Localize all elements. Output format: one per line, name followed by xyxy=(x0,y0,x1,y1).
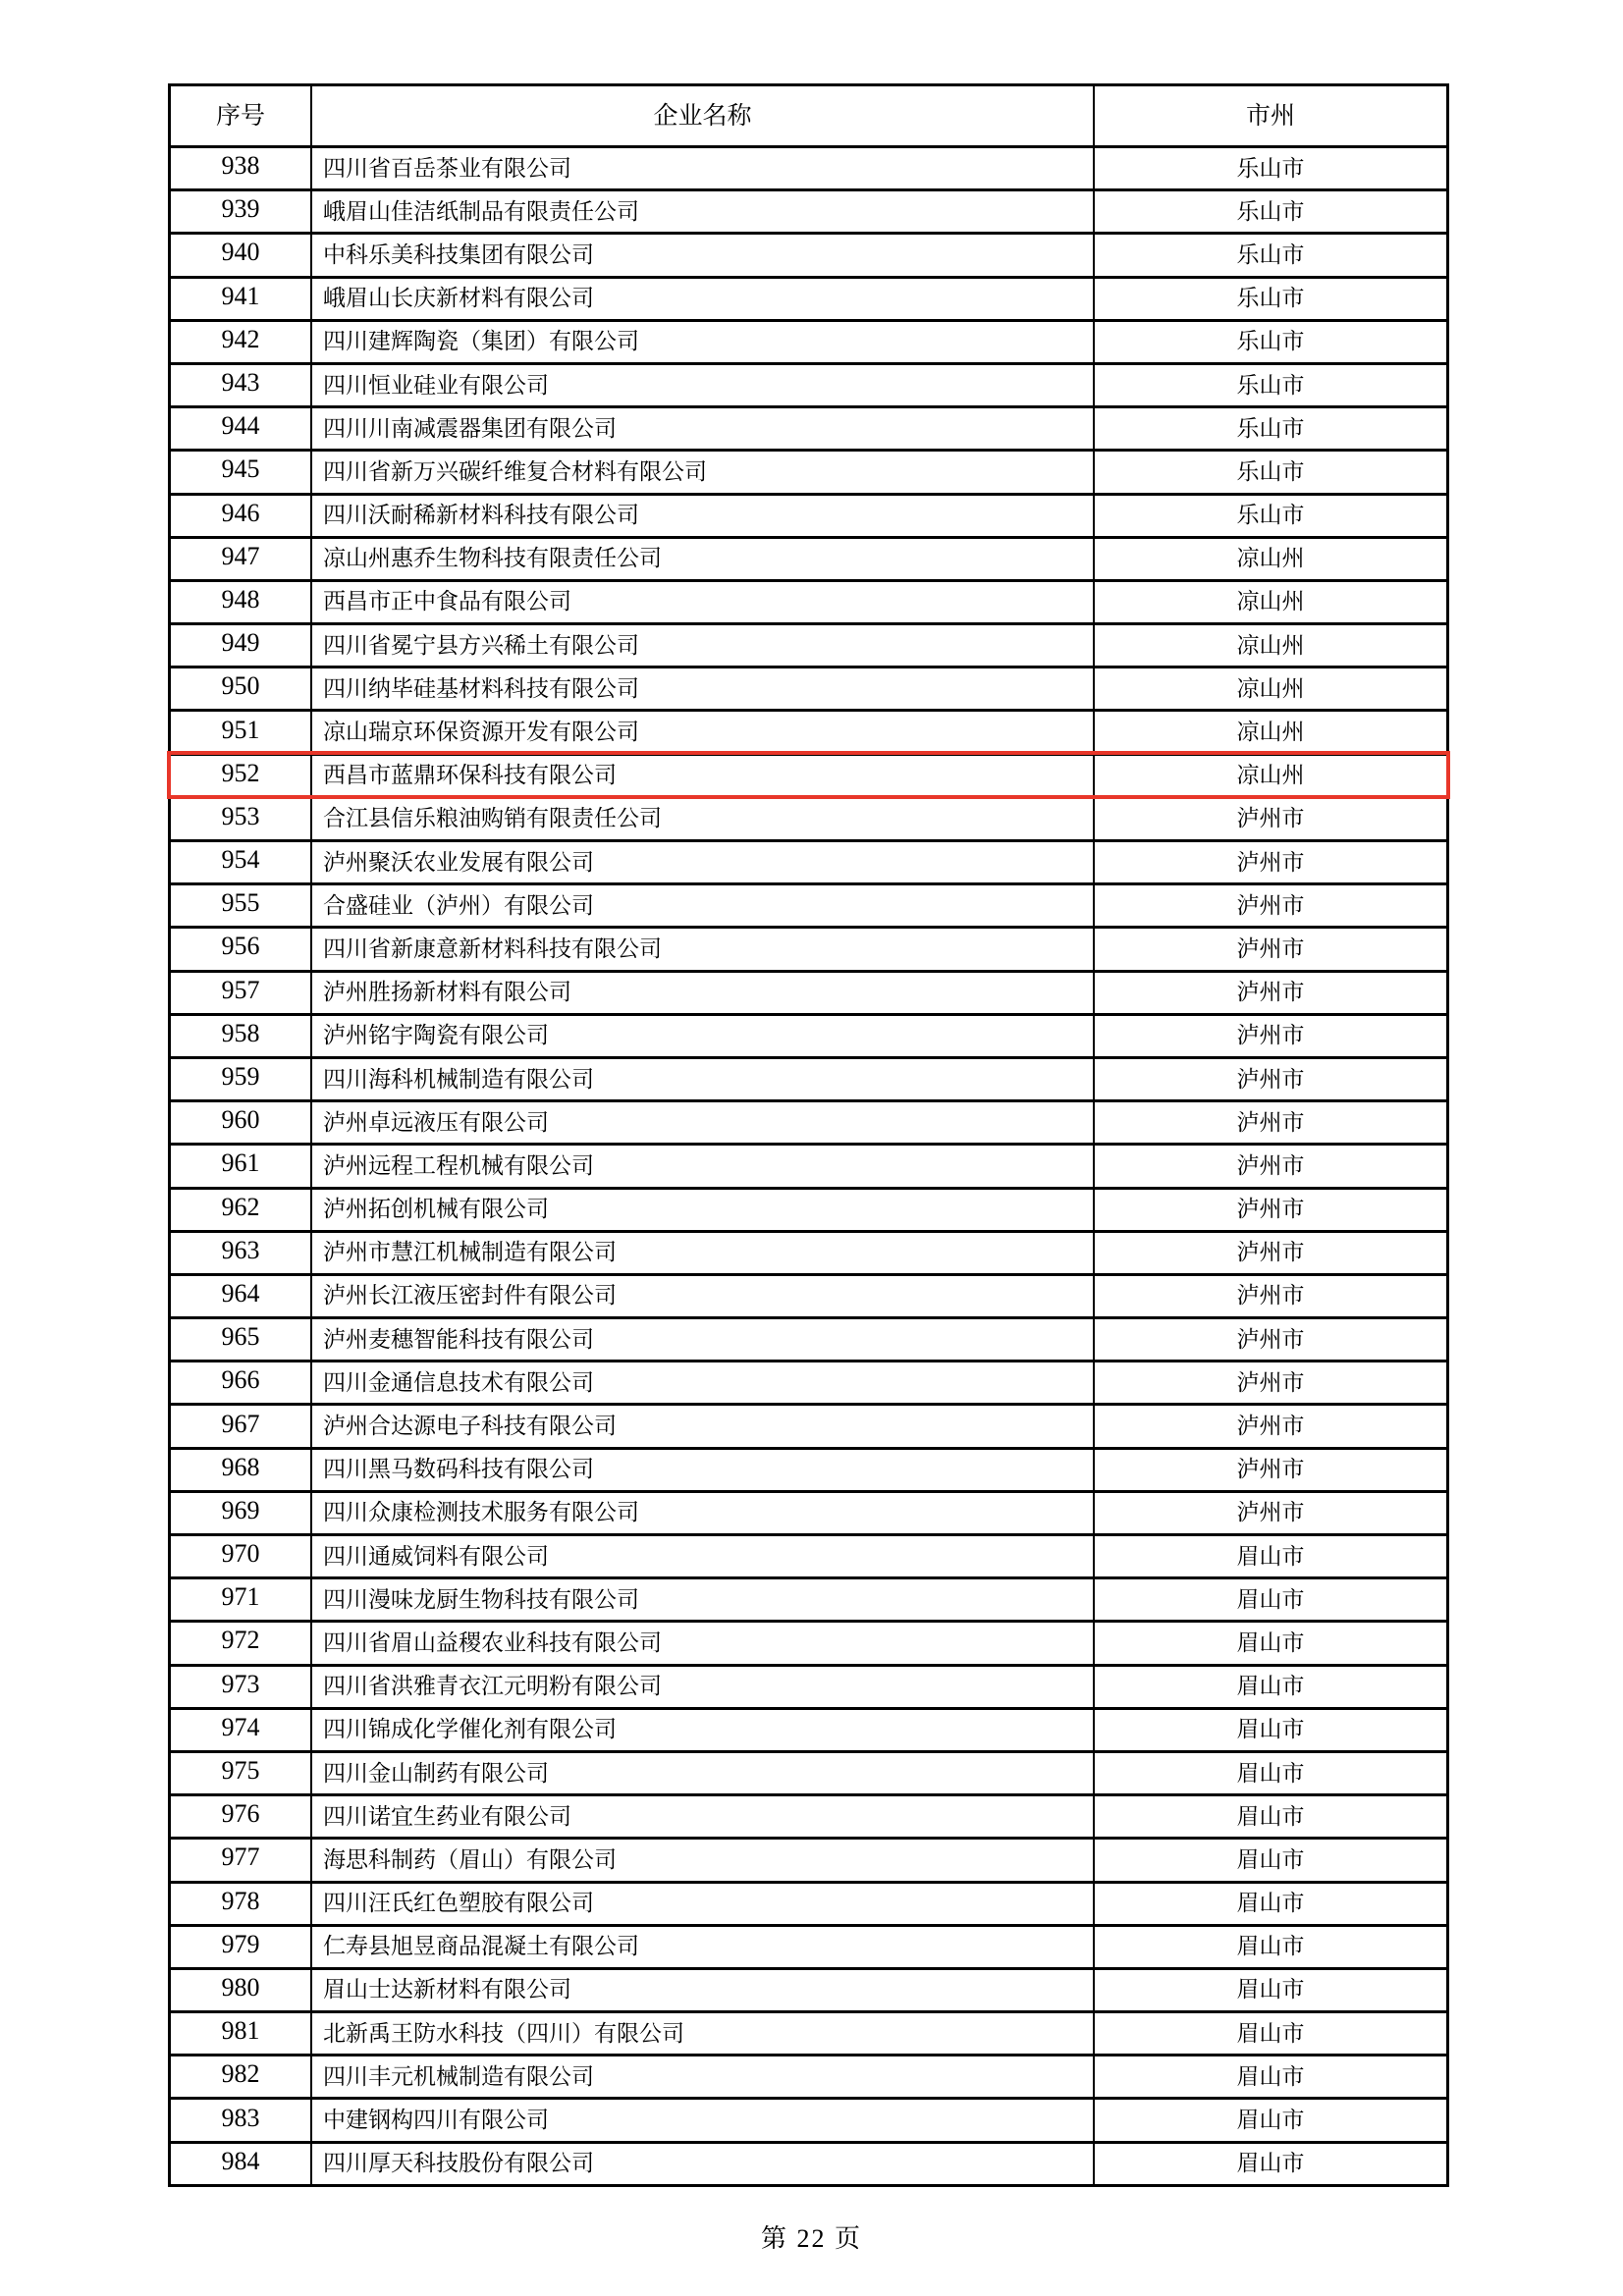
row-city: 眉山市 xyxy=(1236,1846,1305,1872)
row-index: 971 xyxy=(221,1582,260,1612)
row-company-name: 合江县信乐粮油购销有限责任公司 xyxy=(310,799,1095,839)
row-index: 962 xyxy=(221,1192,260,1221)
row-company-name: 泸州长江液压密封件有限公司 xyxy=(310,1276,1095,1316)
table-row xyxy=(171,1924,1446,1967)
row-index: 972 xyxy=(221,1626,260,1655)
row-index: 963 xyxy=(221,1235,260,1264)
table-row xyxy=(171,666,1446,709)
table-row xyxy=(171,1490,1446,1533)
row-index: 960 xyxy=(221,1105,260,1135)
table-row xyxy=(171,1316,1446,1360)
table-row xyxy=(171,1707,1446,1750)
row-company-name: 四川恒业硅业有限公司 xyxy=(310,365,1095,405)
row-city: 乐山市 xyxy=(1236,503,1305,528)
table-row xyxy=(171,276,1446,319)
table-row xyxy=(171,1403,1446,1446)
row-city: 乐山市 xyxy=(1236,415,1305,441)
row-index: 961 xyxy=(221,1148,260,1178)
row-city: 眉山市 xyxy=(1236,2151,1305,2176)
row-index: 951 xyxy=(221,715,260,744)
row-index: 973 xyxy=(221,1669,260,1698)
row-index: 946 xyxy=(221,498,260,527)
row-city: 凉山州 xyxy=(1236,675,1305,701)
row-city: 泸州市 xyxy=(1236,1457,1305,1482)
row-index: 958 xyxy=(221,1018,260,1047)
row-index: 955 xyxy=(221,888,260,918)
table-row xyxy=(171,2097,1446,2140)
table-row xyxy=(171,188,1446,232)
row-city: 眉山市 xyxy=(1236,1629,1305,1655)
table-row xyxy=(171,882,1446,926)
table-row xyxy=(171,926,1446,969)
row-city: 泸州市 xyxy=(1236,935,1305,961)
row-city: 凉山州 xyxy=(1236,763,1305,788)
row-company-name: 四川建辉陶瓷（集团）有限公司 xyxy=(310,322,1095,362)
row-city: 乐山市 xyxy=(1236,372,1305,398)
table-row xyxy=(171,1099,1446,1143)
row-index: 944 xyxy=(221,411,260,441)
row-company-name: 泸州远程工程机械有限公司 xyxy=(310,1146,1095,1186)
table-row xyxy=(171,970,1446,1013)
row-city: 泸州市 xyxy=(1236,1152,1305,1178)
row-index: 947 xyxy=(221,541,260,570)
row-index: 968 xyxy=(221,1452,260,1481)
table-row xyxy=(171,622,1446,666)
row-index: 977 xyxy=(221,1842,260,1872)
table-row xyxy=(171,449,1446,492)
row-company-name: 四川省洪雅青衣江元明粉有限公司 xyxy=(310,1667,1095,1707)
row-company-name: 凉山州惠乔生物科技有限责任公司 xyxy=(310,539,1095,579)
row-city: 眉山市 xyxy=(1236,1674,1305,1699)
row-city: 泸州市 xyxy=(1236,1414,1305,1439)
row-index: 949 xyxy=(221,628,260,658)
row-index: 981 xyxy=(221,2016,260,2046)
table-row xyxy=(171,1793,1446,1837)
row-company-name: 中建钢构四川有限公司 xyxy=(310,2100,1095,2140)
table-row xyxy=(171,1837,1446,1880)
table-row xyxy=(171,753,1446,796)
row-company-name: 四川汪氏红色塑胶有限公司 xyxy=(310,1884,1095,1924)
row-index: 975 xyxy=(221,1756,260,1786)
row-company-name: 四川海科机械制造有限公司 xyxy=(310,1059,1095,1099)
row-index: 969 xyxy=(221,1495,260,1524)
row-city: 眉山市 xyxy=(1236,1760,1305,1786)
row-index: 956 xyxy=(221,932,260,961)
table-row xyxy=(171,1230,1446,1273)
row-city: 乐山市 xyxy=(1236,155,1305,181)
table-row xyxy=(171,1576,1446,1620)
row-company-name: 四川金通信息技术有限公司 xyxy=(310,1362,1095,1403)
row-company-name: 四川厚天科技股份有限公司 xyxy=(310,2144,1095,2184)
row-city: 泸州市 xyxy=(1236,1197,1305,1222)
table-row xyxy=(171,319,1446,362)
row-city: 凉山州 xyxy=(1236,546,1305,571)
table-row xyxy=(171,1533,1446,1576)
row-index: 941 xyxy=(221,281,260,310)
table-row xyxy=(171,2054,1446,2097)
row-city: 泸州市 xyxy=(1236,849,1305,875)
row-company-name: 峨眉山佳洁纸制品有限责任公司 xyxy=(310,191,1095,232)
row-company-name: 泸州麦穗智能科技有限公司 xyxy=(310,1319,1095,1360)
row-city: 乐山市 xyxy=(1236,329,1305,354)
row-company-name: 北新禹王防水科技（四川）有限公司 xyxy=(310,2013,1095,2054)
row-city: 泸州市 xyxy=(1236,892,1305,918)
row-city: 眉山市 xyxy=(1236,1891,1305,1916)
row-index: 983 xyxy=(221,2103,260,2132)
row-company-name: 四川纳毕硅基材料科技有限公司 xyxy=(310,668,1095,709)
row-company-name: 四川省新万兴碳纤维复合材料有限公司 xyxy=(310,452,1095,492)
table-row xyxy=(171,536,1446,579)
row-city: 凉山州 xyxy=(1236,632,1305,658)
row-city: 泸州市 xyxy=(1236,1023,1305,1048)
table-row xyxy=(171,405,1446,449)
row-index: 938 xyxy=(221,151,260,181)
table-row xyxy=(171,232,1446,275)
row-company-name: 四川通威饲料有限公司 xyxy=(310,1536,1095,1576)
row-city: 泸州市 xyxy=(1236,1109,1305,1135)
row-company-name: 四川诺宜生药业有限公司 xyxy=(310,1796,1095,1837)
row-index: 966 xyxy=(221,1365,260,1395)
row-city: 泸州市 xyxy=(1236,980,1305,1005)
row-city: 乐山市 xyxy=(1236,198,1305,224)
row-company-name: 四川锦成化学催化剂有限公司 xyxy=(310,1710,1095,1750)
row-city: 眉山市 xyxy=(1236,2020,1305,2046)
row-index: 982 xyxy=(221,2059,260,2089)
row-company-name: 泸州拓创机械有限公司 xyxy=(310,1190,1095,1230)
table-row xyxy=(171,1273,1446,1316)
row-company-name: 凉山瑞京环保资源开发有限公司 xyxy=(310,712,1095,752)
row-company-name: 泸州铭宇陶瓷有限公司 xyxy=(310,1016,1095,1056)
row-company-name: 眉山士达新材料有限公司 xyxy=(310,1970,1095,2010)
row-index: 948 xyxy=(221,584,260,614)
table-row xyxy=(171,1664,1446,1707)
row-company-name: 四川省新康意新材料科技有限公司 xyxy=(310,929,1095,969)
row-index: 945 xyxy=(221,454,260,484)
row-city: 泸州市 xyxy=(1236,806,1305,831)
row-company-name: 泸州合达源电子科技有限公司 xyxy=(310,1406,1095,1446)
row-index: 952 xyxy=(221,758,260,787)
row-company-name: 海思科制药（眉山）有限公司 xyxy=(310,1840,1095,1880)
row-city: 眉山市 xyxy=(1236,1977,1305,2002)
row-city: 眉山市 xyxy=(1236,2108,1305,2133)
row-city: 眉山市 xyxy=(1236,1586,1305,1612)
row-city: 泸州市 xyxy=(1236,1500,1305,1525)
row-index: 957 xyxy=(221,975,260,1004)
table-row xyxy=(171,2010,1446,2054)
table-row xyxy=(171,796,1446,839)
table-row xyxy=(171,1056,1446,1099)
row-city: 眉山市 xyxy=(1236,2063,1305,2089)
row-company-name: 四川黑马数码科技有限公司 xyxy=(310,1450,1095,1490)
row-company-name: 四川丰元机械制造有限公司 xyxy=(310,2056,1095,2097)
row-index: 953 xyxy=(221,801,260,830)
row-city: 泸州市 xyxy=(1236,1240,1305,1265)
column-header-index: 序号 xyxy=(215,102,265,130)
table-row xyxy=(171,1360,1446,1403)
row-index: 974 xyxy=(221,1712,260,1741)
row-index: 965 xyxy=(221,1322,260,1352)
row-company-name: 四川省眉山益稷农业科技有限公司 xyxy=(310,1623,1095,1663)
column-header-city: 市州 xyxy=(1245,102,1295,130)
row-company-name: 峨眉山长庆新材料有限公司 xyxy=(310,279,1095,319)
table-row xyxy=(171,362,1446,405)
table-row xyxy=(171,145,1446,188)
row-city: 眉山市 xyxy=(1236,1803,1305,1829)
row-index: 976 xyxy=(221,1799,260,1829)
row-city: 泸州市 xyxy=(1236,1369,1305,1395)
row-index: 943 xyxy=(221,368,260,398)
table-row xyxy=(171,1750,1446,1793)
table-header-row xyxy=(171,86,1446,145)
row-index: 978 xyxy=(221,1886,260,1915)
row-company-name: 西昌市正中食品有限公司 xyxy=(310,582,1095,622)
row-index: 980 xyxy=(221,1972,260,2002)
row-index: 950 xyxy=(221,671,260,701)
row-index: 970 xyxy=(221,1539,260,1569)
row-index: 942 xyxy=(221,324,260,353)
row-city: 乐山市 xyxy=(1236,286,1305,311)
table-row xyxy=(171,1881,1446,1924)
row-company-name: 西昌市蓝鼎环保科技有限公司 xyxy=(310,756,1095,796)
table-row xyxy=(171,839,1446,882)
row-city: 泸州市 xyxy=(1236,1066,1305,1092)
table-row xyxy=(171,1447,1446,1490)
row-city: 眉山市 xyxy=(1236,1543,1305,1569)
row-index: 954 xyxy=(221,845,260,875)
table-row xyxy=(171,1620,1446,1663)
table-row xyxy=(171,1967,1446,2010)
page-number: 第 22 页 xyxy=(760,2224,862,2253)
row-company-name: 泸州卓远液压有限公司 xyxy=(310,1102,1095,1143)
table-row xyxy=(171,1143,1446,1186)
row-company-name: 四川金山制药有限公司 xyxy=(310,1753,1095,1793)
row-city: 乐山市 xyxy=(1236,458,1305,484)
row-city: 凉山州 xyxy=(1236,720,1305,745)
table-row xyxy=(171,2141,1446,2184)
row-index: 984 xyxy=(221,2146,260,2175)
row-company-name: 四川沃耐稀新材料科技有限公司 xyxy=(310,496,1095,536)
row-company-name: 四川省冕宁县方兴稀土有限公司 xyxy=(310,625,1095,666)
row-index: 979 xyxy=(221,1929,260,1958)
row-company-name: 合盛硅业（泸州）有限公司 xyxy=(310,885,1095,926)
row-company-name: 四川众康检测技术服务有限公司 xyxy=(310,1493,1095,1533)
table-row xyxy=(171,1013,1446,1056)
row-city: 眉山市 xyxy=(1236,1717,1305,1742)
row-city: 泸州市 xyxy=(1236,1283,1305,1308)
row-city: 乐山市 xyxy=(1236,241,1305,267)
table-row xyxy=(171,493,1446,536)
row-city: 泸州市 xyxy=(1236,1326,1305,1352)
row-city: 凉山州 xyxy=(1236,589,1305,614)
row-index: 939 xyxy=(221,194,260,224)
row-company-name: 四川川南减震器集团有限公司 xyxy=(310,408,1095,449)
row-company-name: 四川省百岳茶业有限公司 xyxy=(310,148,1095,188)
row-city: 眉山市 xyxy=(1236,1934,1305,1959)
table-row xyxy=(171,1187,1446,1230)
row-index: 964 xyxy=(221,1278,260,1308)
row-company-name: 中科乐美科技集团有限公司 xyxy=(310,235,1095,275)
row-company-name: 泸州胜扬新材料有限公司 xyxy=(310,973,1095,1013)
column-header-company: 企业名称 xyxy=(310,86,1095,145)
company-table xyxy=(168,83,1449,2187)
table-row xyxy=(171,579,1446,622)
row-company-name: 泸州市慧江机械制造有限公司 xyxy=(310,1233,1095,1273)
row-company-name: 泸州聚沃农业发展有限公司 xyxy=(310,842,1095,882)
row-index: 967 xyxy=(221,1409,260,1438)
table-row xyxy=(171,709,1446,752)
row-company-name: 四川漫味龙厨生物科技有限公司 xyxy=(310,1579,1095,1620)
row-company-name: 仁寿县旭昱商品混凝土有限公司 xyxy=(310,1927,1095,1967)
row-index: 959 xyxy=(221,1062,260,1092)
row-index: 940 xyxy=(221,238,260,267)
